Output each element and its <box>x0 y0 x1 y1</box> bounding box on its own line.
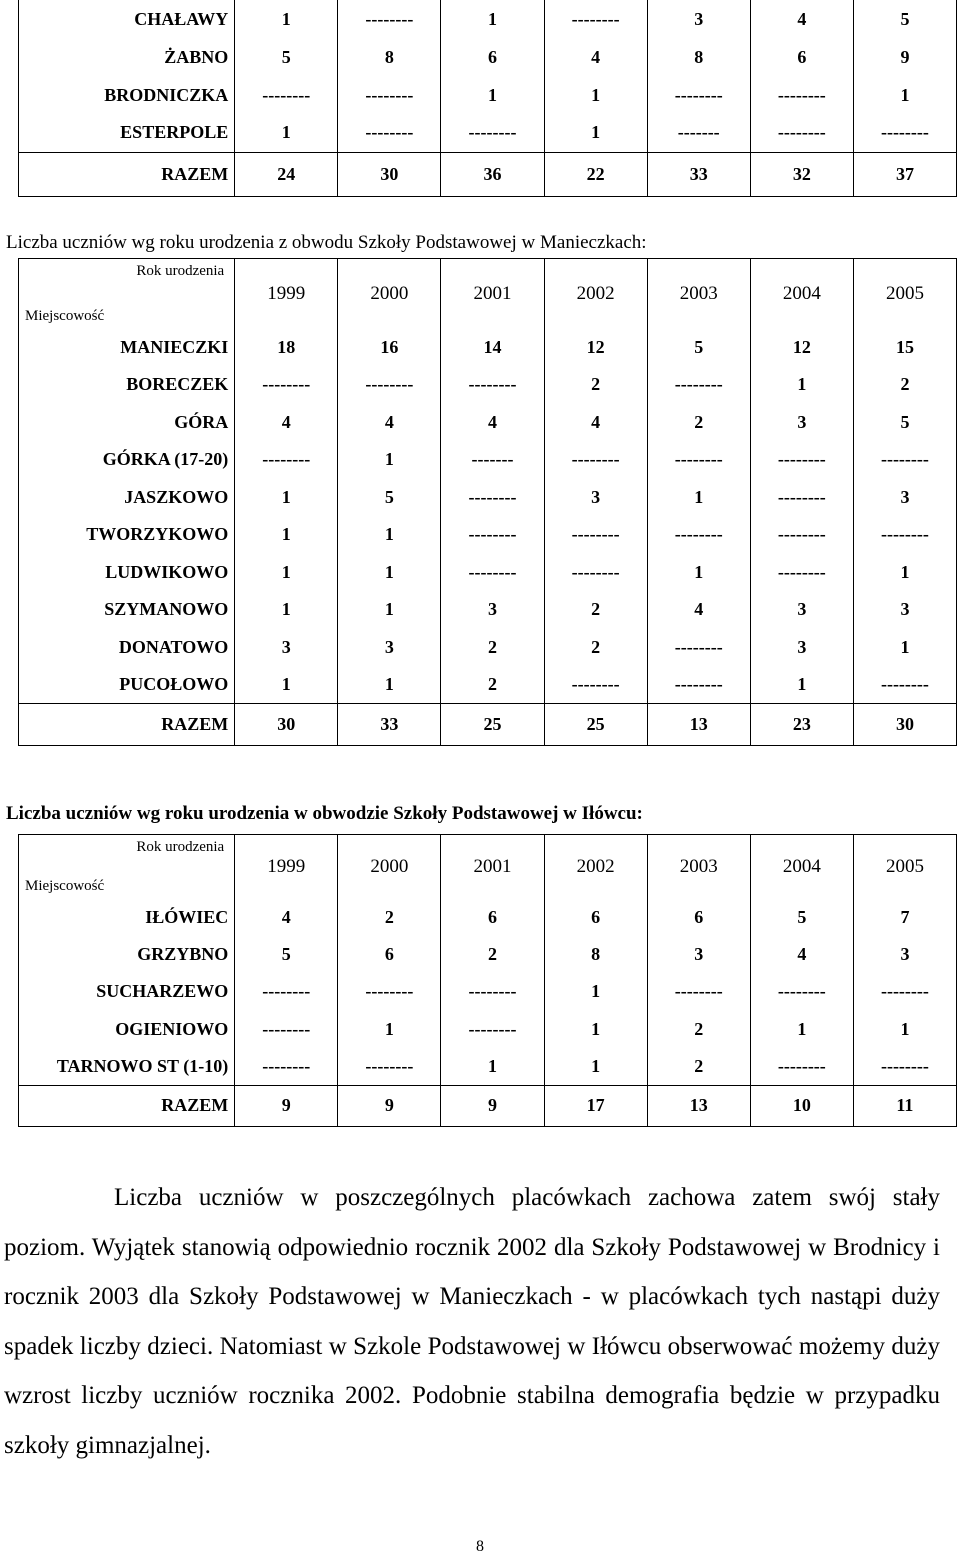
value-cell: 13 <box>647 704 750 746</box>
value-cell: -------- <box>338 76 441 114</box>
value-cell: 14 <box>441 329 544 367</box>
header-miejscowosc-label: Miejscowość <box>25 877 105 894</box>
value-cell: 6 <box>441 38 544 76</box>
header-corner <box>19 259 235 329</box>
value-cell: -------- <box>338 366 441 404</box>
table-row <box>19 666 957 704</box>
value-cell: -------- <box>853 1048 956 1085</box>
value-cell: 2 <box>647 404 750 442</box>
total-row <box>19 1085 957 1126</box>
value-cell: 4 <box>647 591 750 629</box>
year-header: 1999 <box>235 835 338 899</box>
value-cell: 2 <box>338 899 441 936</box>
place-name: MANIECZKI <box>19 329 235 367</box>
year-header: 2002 <box>544 835 647 899</box>
table-row <box>19 1011 957 1048</box>
header-corner <box>19 835 235 899</box>
place-name: ESTERPOLE <box>19 114 235 152</box>
value-cell: 10 <box>750 1085 853 1126</box>
year-header: 2003 <box>647 835 750 899</box>
table-row <box>19 1048 957 1085</box>
table-row <box>19 0 957 38</box>
value-cell: -------- <box>647 629 750 667</box>
value-cell: -------- <box>338 1048 441 1085</box>
table-row <box>19 479 957 517</box>
value-cell: 1 <box>441 1048 544 1085</box>
table-continuation <box>18 0 957 197</box>
value-cell: 6 <box>544 899 647 936</box>
value-cell: 2 <box>544 366 647 404</box>
section-title-ilowiec: Liczba uczniów wg roku urodzenia w obwodzie Szkoły Podstawowej w Iłówcu: <box>6 803 643 824</box>
header-rok-label: Rok urodzenia <box>136 839 225 855</box>
value-cell: 1 <box>235 666 338 704</box>
value-cell: 5 <box>750 899 853 936</box>
value-cell: 12 <box>544 329 647 367</box>
value-cell: 1 <box>338 516 441 554</box>
value-cell: 1 <box>235 114 338 152</box>
value-cell: 5 <box>647 329 750 367</box>
value-cell: 1 <box>338 554 441 592</box>
place-name: CHAŁAWY <box>19 0 235 38</box>
value-cell: 9 <box>338 1085 441 1126</box>
value-cell: ------- <box>647 114 750 152</box>
value-cell: 1 <box>441 76 544 114</box>
value-cell: 6 <box>441 899 544 936</box>
page-number: 8 <box>476 1538 484 1555</box>
value-cell: 4 <box>750 936 853 973</box>
header-row <box>19 259 957 329</box>
value-cell: 1 <box>544 76 647 114</box>
value-cell: -------- <box>750 973 853 1010</box>
value-cell: ------- <box>441 441 544 479</box>
value-cell: -------- <box>750 76 853 114</box>
value-cell: -------- <box>338 973 441 1010</box>
value-cell: -------- <box>235 973 338 1010</box>
value-cell: 5 <box>853 404 956 442</box>
year-header: 2004 <box>750 835 853 899</box>
value-cell: 4 <box>544 38 647 76</box>
value-cell: 1 <box>441 0 544 38</box>
value-cell: 1 <box>647 479 750 517</box>
value-cell: 4 <box>235 899 338 936</box>
table-ilowiec <box>18 834 957 1127</box>
value-cell: 3 <box>235 629 338 667</box>
value-cell: 33 <box>647 152 750 196</box>
value-cell: -------- <box>441 366 544 404</box>
value-cell: 8 <box>647 38 750 76</box>
value-cell: -------- <box>647 441 750 479</box>
value-cell: 3 <box>750 404 853 442</box>
place-name: ŻABNO <box>19 38 235 76</box>
place-name: LUDWIKOWO <box>19 554 235 592</box>
place-name: GRZYBNO <box>19 936 235 973</box>
table-row <box>19 629 957 667</box>
value-cell: -------- <box>235 1048 338 1085</box>
value-cell: 5 <box>235 936 338 973</box>
value-cell: -------- <box>338 114 441 152</box>
value-cell: 3 <box>750 591 853 629</box>
value-cell: -------- <box>750 441 853 479</box>
place-name: RAZEM <box>19 704 235 746</box>
value-cell: -------- <box>750 554 853 592</box>
year-header: 2004 <box>750 259 853 329</box>
place-name: RAZEM <box>19 1085 235 1126</box>
table-row <box>19 591 957 629</box>
value-cell: -------- <box>750 1048 853 1085</box>
header-rok-label: Rok urodzenia <box>136 263 225 279</box>
value-cell: 4 <box>338 404 441 442</box>
value-cell: 3 <box>750 629 853 667</box>
value-cell: 1 <box>235 0 338 38</box>
value-cell: 36 <box>441 152 544 196</box>
value-cell: 3 <box>544 479 647 517</box>
place-name: OGIENIOWO <box>19 1011 235 1048</box>
value-cell: 4 <box>750 0 853 38</box>
value-cell: 3 <box>853 479 956 517</box>
year-header: 2001 <box>441 259 544 329</box>
place-name: BORECZEK <box>19 366 235 404</box>
value-cell: -------- <box>441 1011 544 1048</box>
value-cell: 3 <box>647 936 750 973</box>
value-cell: 17 <box>544 1085 647 1126</box>
value-cell: 25 <box>544 704 647 746</box>
value-cell: -------- <box>235 366 338 404</box>
table-row <box>19 366 957 404</box>
value-cell: 5 <box>853 0 956 38</box>
value-cell: 30 <box>338 152 441 196</box>
value-cell: 6 <box>647 899 750 936</box>
value-cell: 2 <box>544 629 647 667</box>
value-cell: 9 <box>235 1085 338 1126</box>
value-cell: 5 <box>235 38 338 76</box>
value-cell: -------- <box>853 973 956 1010</box>
value-cell: -------- <box>441 973 544 1010</box>
value-cell: 37 <box>853 152 956 196</box>
value-cell: -------- <box>647 366 750 404</box>
value-cell: -------- <box>338 0 441 38</box>
value-cell: 15 <box>853 329 956 367</box>
value-cell: 1 <box>853 1011 956 1048</box>
value-cell: 2 <box>647 1048 750 1085</box>
table-row <box>19 554 957 592</box>
value-cell: 7 <box>853 899 956 936</box>
place-name: SUCHARZEWO <box>19 973 235 1010</box>
value-cell: -------- <box>235 76 338 114</box>
value-cell: -------- <box>853 516 956 554</box>
value-cell: 11 <box>853 1085 956 1126</box>
value-cell: 1 <box>235 591 338 629</box>
value-cell: 4 <box>544 404 647 442</box>
value-cell: 3 <box>853 936 956 973</box>
place-name: SZYMANOWO <box>19 591 235 629</box>
year-header: 2005 <box>853 835 956 899</box>
table-row <box>19 899 957 936</box>
place-name: DONATOWO <box>19 629 235 667</box>
value-cell: 8 <box>338 38 441 76</box>
value-cell: -------- <box>441 516 544 554</box>
value-cell: -------- <box>441 114 544 152</box>
value-cell: 1 <box>338 441 441 479</box>
value-cell: 16 <box>338 329 441 367</box>
value-cell: 1 <box>544 114 647 152</box>
value-cell: 9 <box>441 1085 544 1126</box>
total-row <box>19 704 957 746</box>
place-name: JASZKOWO <box>19 479 235 517</box>
table-row <box>19 38 957 76</box>
header-row <box>19 835 957 899</box>
value-cell: -------- <box>544 0 647 38</box>
value-cell: 1 <box>235 516 338 554</box>
value-cell: -------- <box>441 479 544 517</box>
value-cell: 32 <box>750 152 853 196</box>
value-cell: -------- <box>647 973 750 1010</box>
value-cell: -------- <box>544 666 647 704</box>
value-cell: 25 <box>441 704 544 746</box>
place-name: TWORZYKOWO <box>19 516 235 554</box>
value-cell: 3 <box>853 591 956 629</box>
value-cell: -------- <box>544 554 647 592</box>
value-cell: 1 <box>853 554 956 592</box>
value-cell: 33 <box>338 704 441 746</box>
value-cell: 1 <box>544 1048 647 1085</box>
value-cell: 23 <box>750 704 853 746</box>
place-name: PUCOŁOWO <box>19 666 235 704</box>
value-cell: 8 <box>544 936 647 973</box>
year-header: 2000 <box>338 835 441 899</box>
place-name: IŁÓWIEC <box>19 899 235 936</box>
value-cell: 1 <box>853 629 956 667</box>
place-name: BRODNICZKA <box>19 76 235 114</box>
value-cell: -------- <box>647 666 750 704</box>
header-miejscowosc-label: Miejscowość <box>25 307 105 324</box>
place-name: TARNOWO ST (1-10) <box>19 1048 235 1085</box>
place-name: GÓRA <box>19 404 235 442</box>
value-cell: 6 <box>750 38 853 76</box>
value-cell: -------- <box>544 516 647 554</box>
value-cell: 4 <box>235 404 338 442</box>
value-cell: 6 <box>338 936 441 973</box>
value-cell: 1 <box>235 554 338 592</box>
table-row <box>19 936 957 973</box>
value-cell: 30 <box>235 704 338 746</box>
value-cell: 1 <box>750 1011 853 1048</box>
year-header: 1999 <box>235 259 338 329</box>
value-cell: -------- <box>647 76 750 114</box>
section-title-manieczki: Liczba uczniów wg roku urodzenia z obwodu Szkoły Podstawowej w Manieczkach: <box>6 232 647 253</box>
value-cell: 1 <box>338 1011 441 1048</box>
year-header: 2002 <box>544 259 647 329</box>
value-cell: 1 <box>544 1011 647 1048</box>
value-cell: -------- <box>750 516 853 554</box>
value-cell: -------- <box>853 114 956 152</box>
value-cell: 2 <box>853 366 956 404</box>
value-cell: -------- <box>235 441 338 479</box>
value-cell: 4 <box>441 404 544 442</box>
total-row <box>19 152 957 196</box>
value-cell: 24 <box>235 152 338 196</box>
summary-paragraph: Liczba uczniów w poszczególnych placówkach zachowa zatem swój stały poziom. Wyjątek stanowią odpowiednio rocznik 2002 dla Szkoły Podstawowej w Brodnicy i rocznik 2003 dla Szkoły Podstawowej w Manieczkach - w placówkach tych nastąpi duży spadek liczby dzieci. Natomiast w Szkole Podstawowej w Iłówcu obserwować możemy duży wzrost liczby uczniów rocznika 2002. Podobnie stabilna demografia będzie w przypadku szkoły gimnazjalnej. <box>4 1184 940 1459</box>
value-cell: 3 <box>338 629 441 667</box>
value-cell: 2 <box>544 591 647 629</box>
value-cell: 1 <box>750 666 853 704</box>
year-header: 2005 <box>853 259 956 329</box>
value-cell: 3 <box>441 591 544 629</box>
value-cell: 5 <box>338 479 441 517</box>
value-cell: -------- <box>750 479 853 517</box>
value-cell: 1 <box>338 666 441 704</box>
table-row <box>19 329 957 367</box>
table-row <box>19 114 957 152</box>
table-row <box>19 404 957 442</box>
place-name: RAZEM <box>19 152 235 196</box>
table-manieczki <box>18 258 957 746</box>
table-row <box>19 516 957 554</box>
value-cell: 2 <box>441 936 544 973</box>
table-row <box>19 76 957 114</box>
year-header: 2000 <box>338 259 441 329</box>
value-cell: 1 <box>750 366 853 404</box>
value-cell: 9 <box>853 38 956 76</box>
value-cell: 1 <box>853 76 956 114</box>
value-cell: 30 <box>853 704 956 746</box>
value-cell: -------- <box>853 666 956 704</box>
value-cell: 12 <box>750 329 853 367</box>
value-cell: -------- <box>544 441 647 479</box>
value-cell: 2 <box>441 666 544 704</box>
value-cell: 2 <box>441 629 544 667</box>
place-name: GÓRKA (17-20) <box>19 441 235 479</box>
value-cell: 22 <box>544 152 647 196</box>
year-header: 2001 <box>441 835 544 899</box>
value-cell: 13 <box>647 1085 750 1126</box>
year-header: 2003 <box>647 259 750 329</box>
value-cell: 1 <box>338 591 441 629</box>
value-cell: 3 <box>647 0 750 38</box>
value-cell: -------- <box>853 441 956 479</box>
value-cell: -------- <box>750 114 853 152</box>
table-row <box>19 441 957 479</box>
value-cell: 1 <box>235 479 338 517</box>
value-cell: 2 <box>647 1011 750 1048</box>
value-cell: -------- <box>441 554 544 592</box>
value-cell: -------- <box>647 516 750 554</box>
value-cell: -------- <box>235 1011 338 1048</box>
value-cell: 18 <box>235 329 338 367</box>
value-cell: 1 <box>544 973 647 1010</box>
table-row <box>19 973 957 1010</box>
value-cell: 1 <box>647 554 750 592</box>
